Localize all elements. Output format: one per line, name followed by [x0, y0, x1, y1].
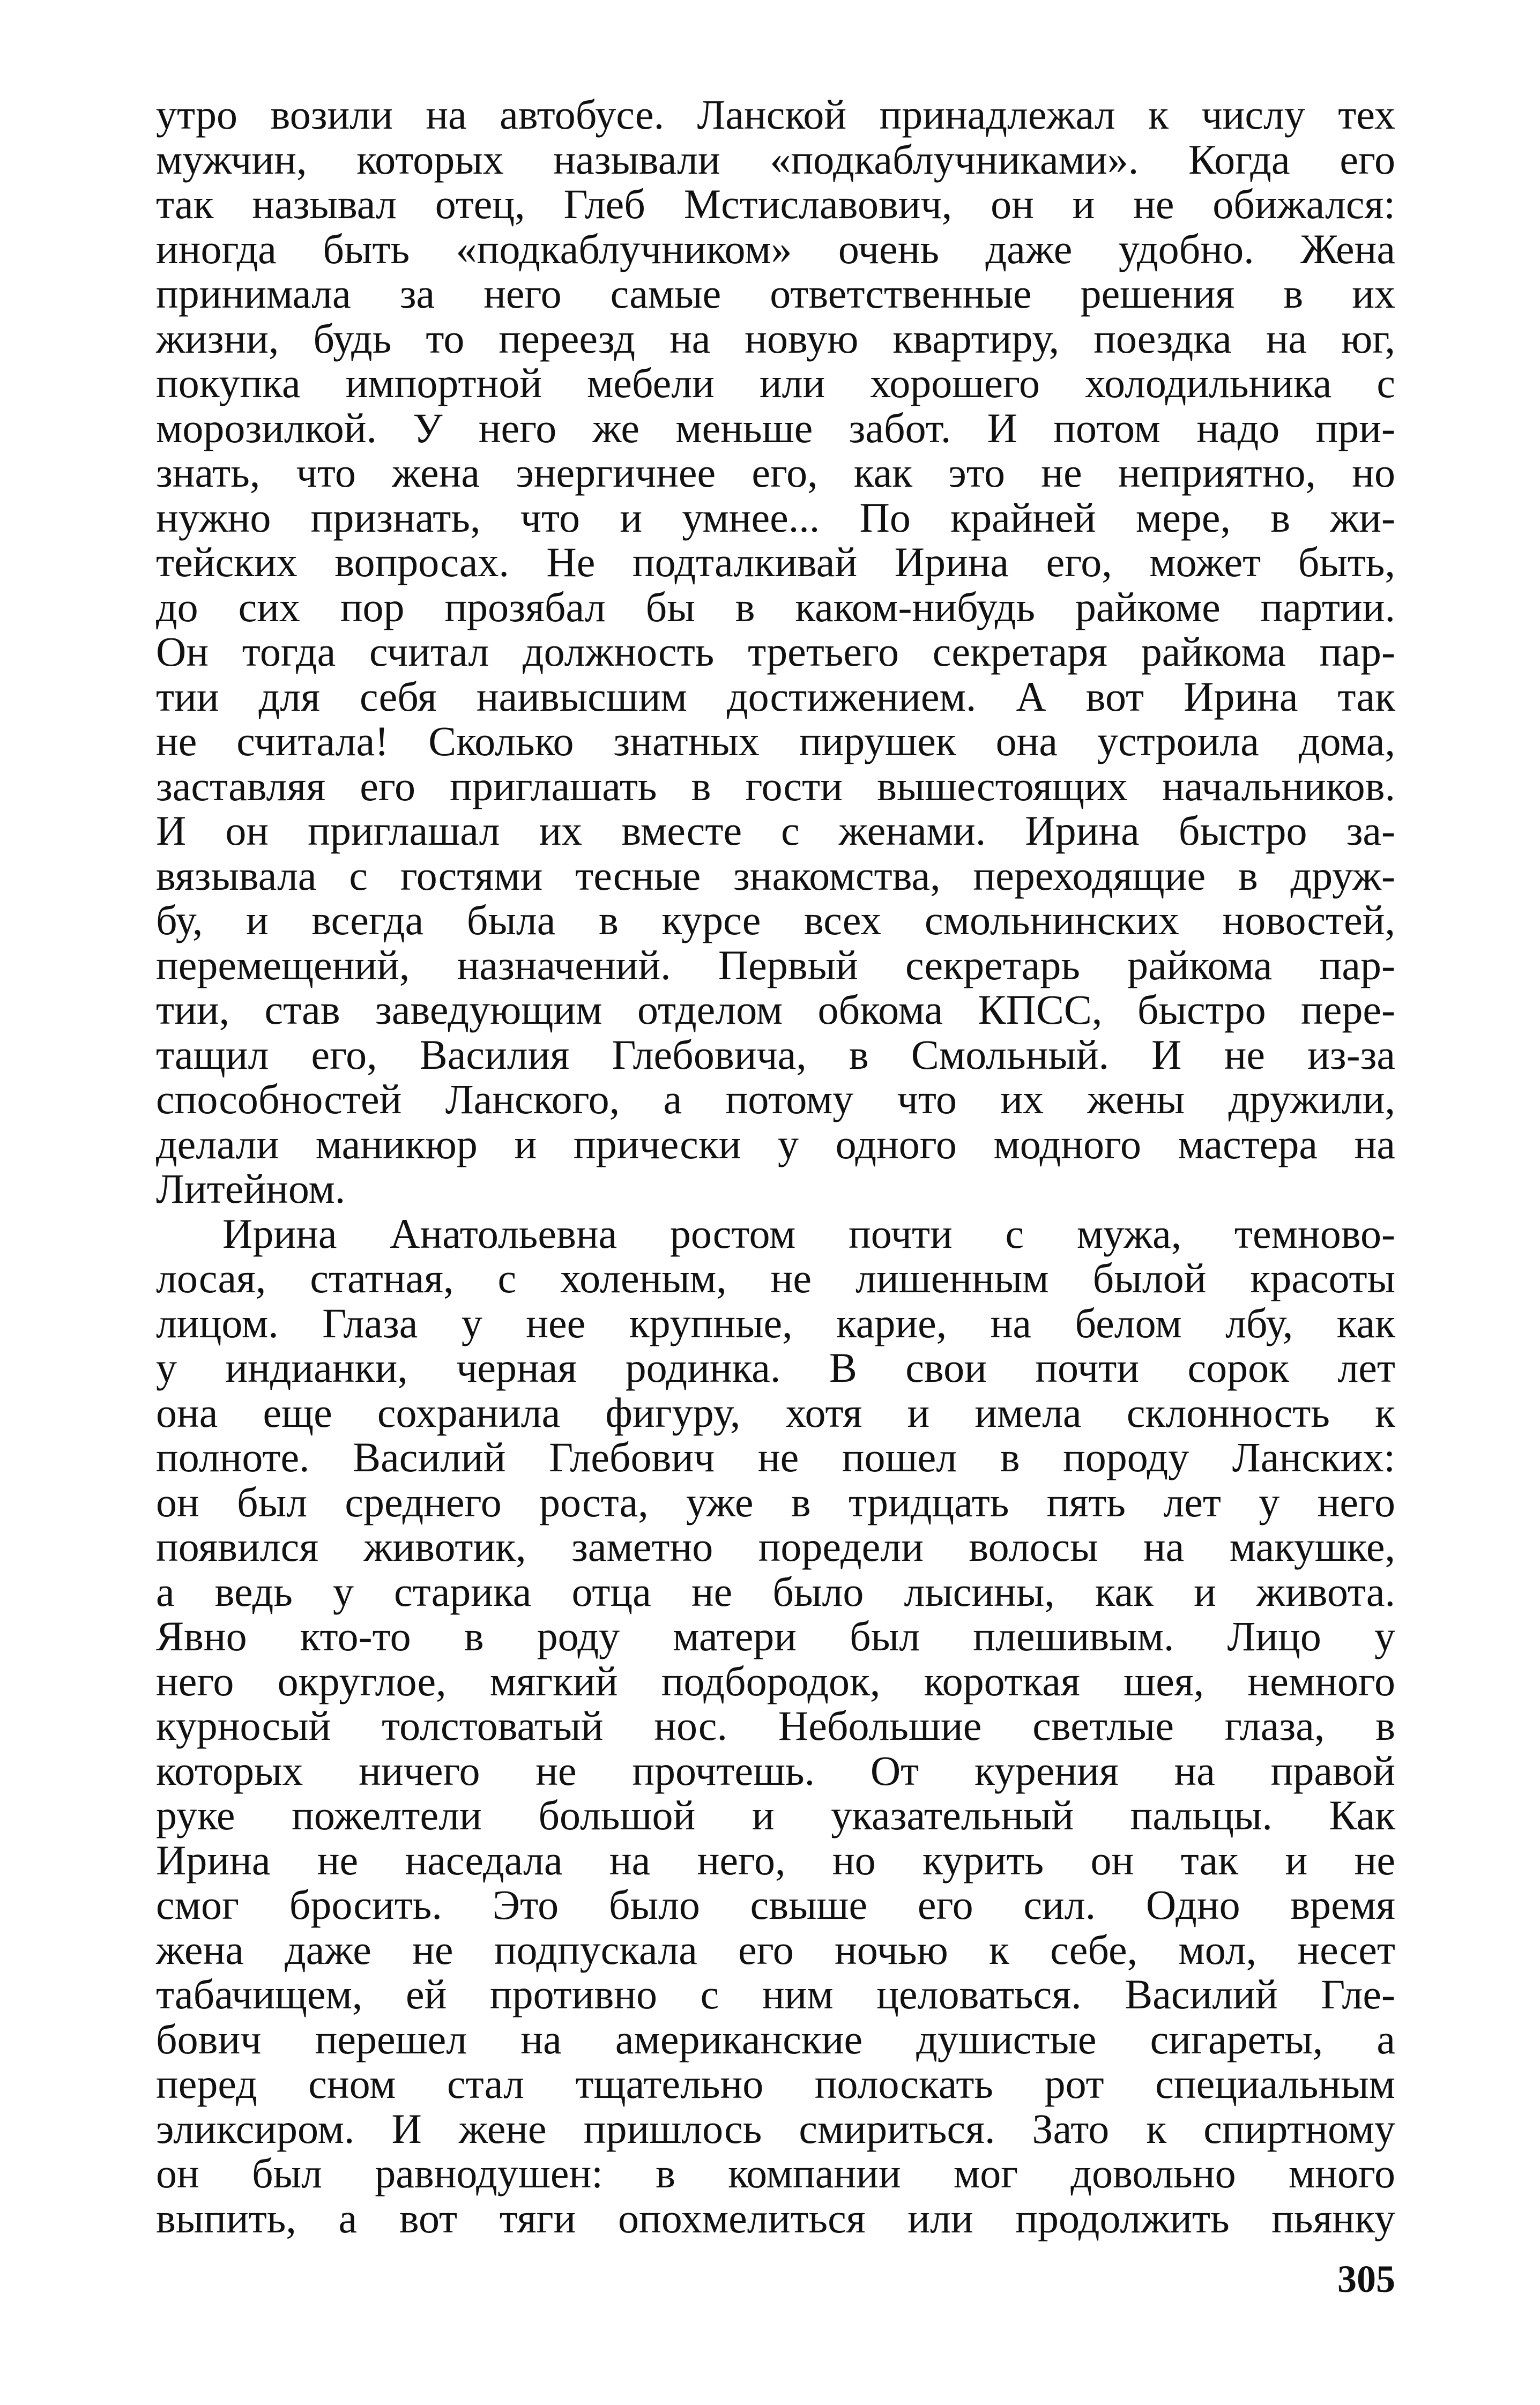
text-line: способностей Ланского, а потому что их жены дружили,	[156, 1076, 1395, 1122]
text-line: табачищем, ей противно с ним целоваться. Василий Гле-	[156, 1971, 1395, 2017]
text-line: Он тогда считал должность третьего секретаря райкома пар-	[156, 628, 1395, 675]
text-line: бович перешел на американские душистые сигареты, а	[156, 2015, 1395, 2063]
text-line: нужно признать, что и умнее... По крайней мере, в жи-	[156, 494, 1395, 541]
text-line: морозилкой. У него же меньше забот. И потом надо при-	[156, 404, 1395, 451]
text-line: принимала за него самые ответственные решения в их	[156, 270, 1395, 317]
text-line: она еще сохранила фигуру, хотя и имела склонность к	[156, 1389, 1395, 1436]
text-line: Ирина не наседала на него, но курить он так и не	[156, 1836, 1395, 1883]
text-line: до сих пор прозябал бы в каком-нибудь райкоме партии.	[156, 583, 1395, 630]
text-line: Явно кто-то в роду матери был плешивым. Лицо у	[156, 1613, 1395, 1659]
paragraph	[156, 1211, 1395, 2241]
text-line: иногда быть «подкаблучником» очень даже удобно. Жена	[156, 225, 1395, 272]
text-line: перемещений, назначений. Первый секретарь райкома пар-	[156, 941, 1395, 988]
text-line: полноте. Василий Глебович не пошел в породу Ланских:	[156, 1434, 1395, 1480]
text-line: он был среднего роста, уже в тридцать пять лет у него	[156, 1478, 1395, 1525]
text-line: тии для себя наивысшим достижением. А вот Ирина так	[156, 673, 1395, 720]
text-line: вязывала с гостями тесные знакомства, переходящие в друж-	[156, 852, 1395, 899]
text-line: мужчин, которых называли «подкаблучниками». Когда его	[156, 136, 1395, 183]
text-line: Ирина Анатольевна ростом почти с мужа, темново-	[222, 1210, 1395, 1257]
text-line: он был равнодушен: в компании мог довольно много	[156, 2150, 1395, 2196]
text-line: смог бросить. Это было свыше его сил. Одно время	[156, 1881, 1395, 1928]
text-line: утро возили на автобусе. Ланской принадлежал к числу тех	[156, 91, 1395, 138]
text-line: лицом. Глаза у нее крупные, карие, на белом лбу, как	[156, 1299, 1395, 1346]
text-line: жизни, будь то переезд на новую квартиру, поездка на юг,	[156, 315, 1395, 362]
page-number: 305	[1337, 2258, 1395, 2300]
text-line: бу, и всегда была в курсе всех смольнинских новостей,	[156, 897, 1395, 943]
text-line: появился животик, заметно поредели волосы на макушке,	[156, 1523, 1395, 1570]
text-line: тащил его, Василия Глебовича, в Смольный. И не из-за	[156, 1031, 1395, 1078]
body-text	[156, 92, 1395, 2240]
text-line: покупка импортной мебели или хорошего холодильника с	[156, 360, 1395, 406]
text-line: не считала! Сколько знатных пирушек она устроила дома,	[156, 718, 1395, 764]
text-line: И он приглашал их вместе с женами. Ирина быстро за-	[156, 807, 1395, 854]
text-line: а ведь у старика отца не было лысины, как и живота.	[156, 1568, 1395, 1615]
text-line: него округлое, мягкий подбородок, короткая шея, немного	[156, 1657, 1395, 1704]
text-line: которых ничего не прочтешь. От курения на правой	[156, 1747, 1395, 1794]
text-line: заставляя его приглашать в гости вышестоящих начальников.	[156, 762, 1395, 809]
text-line: курносый толстоватый нос. Небольшие светлые глаза, в	[156, 1702, 1395, 1749]
text-line: тейских вопросах. Не подталкивай Ирина его, может быть,	[156, 539, 1395, 585]
text-line: у индианки, черная родинка. В свои почти сорок лет	[156, 1344, 1395, 1391]
text-line: лосая, статная, с холеным, не лишенным былой красоты	[156, 1255, 1395, 1301]
paragraph	[156, 92, 1395, 1211]
text-line: перед сном стал тщательно полоскать рот специальным	[156, 2060, 1395, 2107]
text-line: тии, став заведующим отделом обкома КПСС, быстро пере-	[156, 986, 1395, 1033]
text-line: выпить, а вот тяги опохмелиться или продолжить пьянку	[156, 2194, 1395, 2242]
text-line: жена даже не подпускала его ночью к себе, мол, несет	[156, 1926, 1395, 1973]
text-line: эликсиром. И жене пришлось смириться. Зато к спиртному	[156, 2105, 1395, 2152]
text-line: так называл отец, Глеб Мстиславович, он и не обижался:	[156, 181, 1395, 227]
text-line: знать, что жена энергичнее его, как это не неприятно, но	[156, 449, 1395, 496]
text-line: Литейном.	[156, 1165, 346, 1212]
text-line: делали маникюр и прически у одного модного мастера на	[156, 1120, 1395, 1167]
text-line: руке пожелтели большой и указательный пальцы. Как	[156, 1792, 1395, 1838]
